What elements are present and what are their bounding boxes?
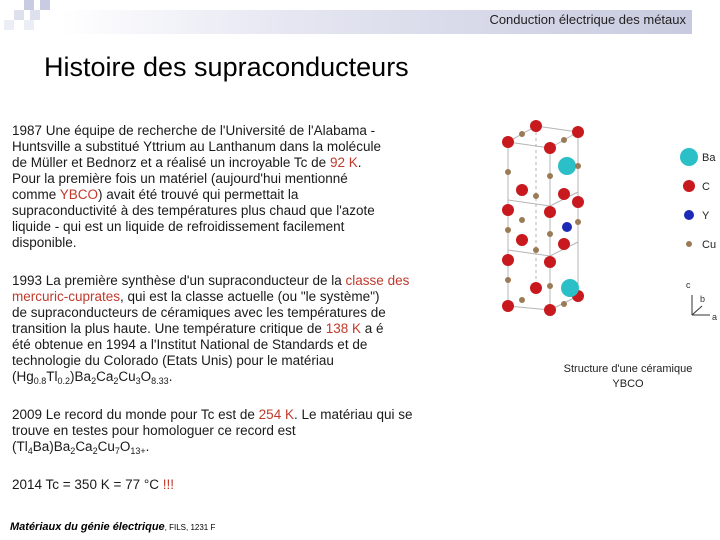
legend-ba-marker (680, 148, 698, 166)
page-title: Histoire des supraconducteurs (44, 52, 409, 82)
term-mercuric-cuprates: mercuric-cuprates (12, 289, 121, 304)
legend-c-label: C (702, 181, 710, 193)
axis-a-label: a (712, 312, 718, 322)
legend-c-marker (683, 180, 695, 192)
legend-cu-marker (686, 241, 692, 247)
atom-legend (680, 148, 716, 251)
content-body (12, 123, 492, 523)
yttrium-atom (562, 222, 572, 232)
header-text: Conduction électrique des métaux (489, 12, 686, 27)
paragraph-1993: 1993 La première synthèse d'un supraconducteur de la classe des mercuric-cuprates, qui est la classe actuelle (ou "le système") de supraconducteurs de céramiques avec les températures de transition la plus haute. Une température critique de 138 K a é été obtenue en 1994 a l'Institut National de Standards et de technologie du Colorado (Etats Unis) pour le matériau $(Hg_{0.8}Tl_{0.2})Ba_2Ca_2Cu_3O_{8.33}$. (12, 273, 492, 385)
legend-y-label: Y (702, 210, 710, 222)
formula-hg: $(Hg_{0.8}Tl_{0.2})Ba_2Ca_2Cu_3O_{8.33}$. (12, 369, 173, 386)
paragraph-2014: 2014 Tc = 350 K = 77 °C !!! (12, 477, 175, 492)
footer-course-title: Matériaux du génie électrique (10, 521, 165, 533)
term-classe-des: classe des (345, 273, 410, 288)
term-ybco: YBCO (59, 187, 99, 202)
corner-decoration (0, 0, 60, 40)
axis-c-label: c (686, 280, 691, 290)
legend-ba-label: Ba (702, 152, 716, 164)
exclamation: !!! (162, 477, 175, 492)
value-138k: 138 K (325, 321, 361, 336)
legend-y-marker (684, 210, 694, 220)
paragraph-1987: 1987 Une équipe de recherche de l'Université de l'Alabama - Huntsville a substitué Yttrium au Lanthanum dans la molécule de Müller et Bednorz et a réalisé un incroyable Tc de 92 K. Pour la première fois un matériel (aujourd'hui mentionné comme YBCO) avait été trouvé qui permettait la supraconductivité à des températures plus chaud que l'azote liquide - qui est un liquide de refroidissement facilement disponible. (12, 123, 381, 250)
paragraph-2009: 2009 Le record du monde pour Tc est de 254 K. Le matériau qui se trouve en testes pour homologuer ce record est $(Tl_4Ba)Ba_2Ca_2Cu_7O_{13+}$. (12, 407, 492, 455)
ybco-crystal-structure (498, 110, 720, 340)
formula-tl: $(Tl_4Ba)Ba_2Ca_2Cu_7O_{13+}$. (12, 439, 150, 456)
footer-course-code: , FILS, 1231 F (164, 523, 216, 532)
figure-caption: Structure d'une céramique YBCO (563, 363, 693, 390)
value-254k: 254 K (258, 407, 294, 422)
value-92k: 92 K (329, 155, 358, 170)
footer (10, 521, 215, 533)
legend-cu-label: Cu (702, 239, 717, 251)
axis-b-label: b (700, 294, 706, 304)
